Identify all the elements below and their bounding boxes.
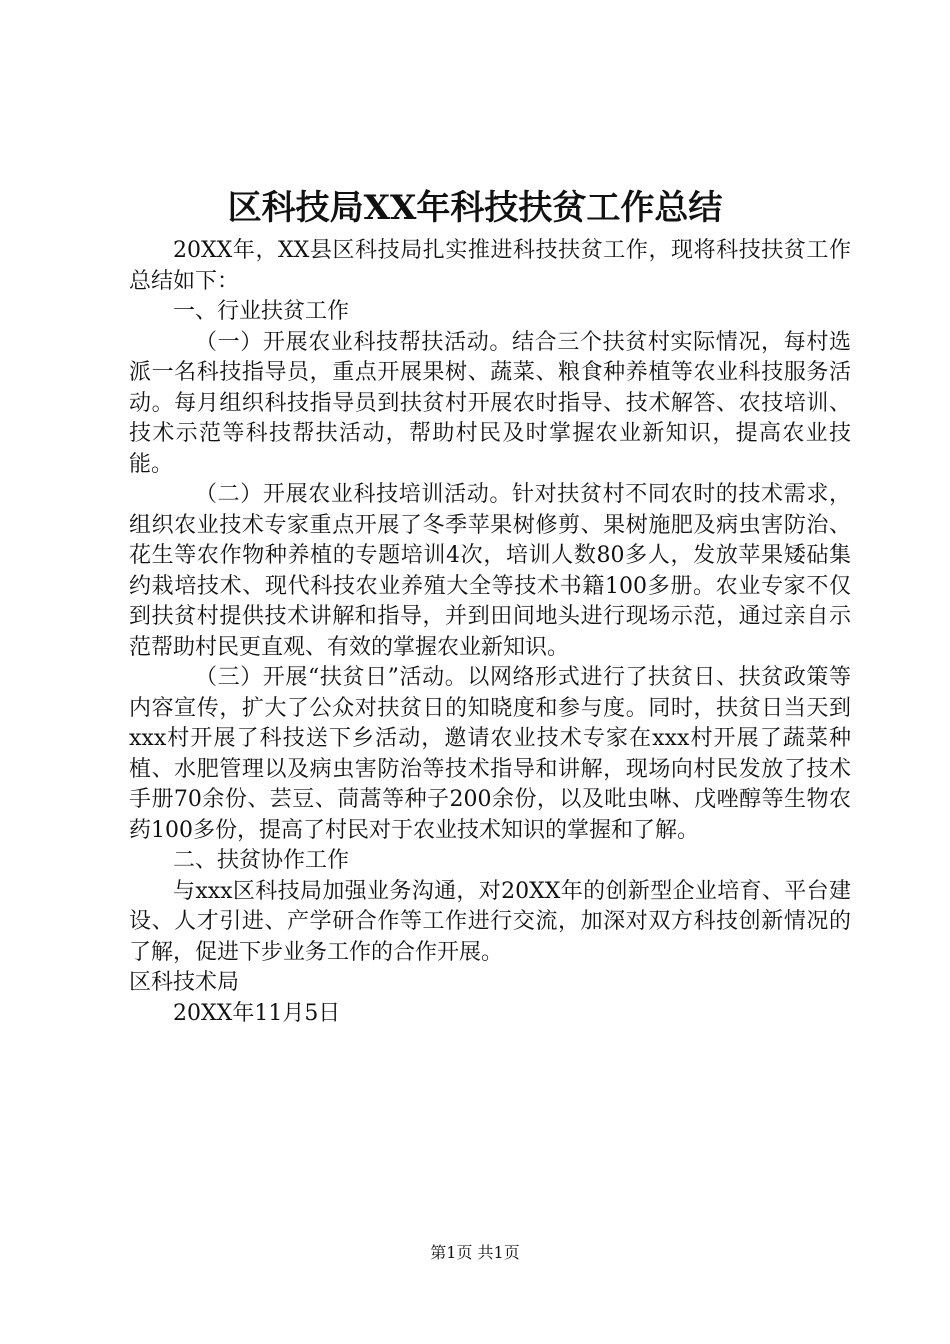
signature-organization: 区科技术局 [129,970,240,995]
subsection-paragraph-2: （二）开展农业科技培训活动。针对扶贫村不同农时的技术需求，组织农业技术专家重点开展了冬季苹果树修剪、果树施肥及病虫害防治、花生等农作物种养植的专题培训4次，培训人数80多人，发放苹果矮砧集约栽培技术、现代科技农业养殖大全等技术书籍100多册。农业专家不仅到扶贫村提供技术讲解和指导，并到田间地头进行现场示范，通过亲自示范帮助村民更直观、有效的掌握农业新知识。 [129,482,851,660]
section-heading-industry-poverty: 一、行业扶贫工作 [173,299,350,324]
cooperation-paragraph: 与xxx区科技局加强业务沟通，对20XX年的创新型企业培育、平台建设、人才引进、产学研合作等工作进行交流，加深对双方科技创新情况的了解，促进下步业务工作的合作开展。 [129,878,851,965]
document-body [129,236,851,1029]
page-footer: 第1页 共1页 [430,1243,520,1262]
section-heading-cooperation: 二、扶贫协作工作 [173,848,350,873]
subsection-paragraph-3: （三）开展“扶贫日”活动。以网络形式进行了扶贫日、扶贫政策等内容宣传，扩大了公众对扶贫日的知晓度和参与度。同时，扶贫日当天到xxx村开展了科技送下乡活动，邀请农业技术专家在xxx村开展了蔬菜种植、水肥管理以及病虫害防治等技术指导和讲解，现场向村民发放了技术手册70余份、芸豆、茼蒿等种子200余份，以及吡虫啉、戊唑醇等生物农药100多份，提高了村民对于农业技术知识的掌握和了解。 [129,665,851,843]
signature-date: 20XX年11月5日 [173,1000,341,1026]
intro-paragraph: 20XX年，XX县区科技局扎实推进科技扶贫工作，现将科技扶贫工作总结如下： [129,238,851,294]
subsection-paragraph-1: （一）开展农业科技帮扶活动。结合三个扶贫村实际情况，每村选派一名科技指导员，重点开展果树、蔬菜、粮食种养植等农业科技服务活动。每月组织科技指导员到扶贫村开展农时指导、技术解答、农技培训、技术示范等科技帮扶活动，帮助村民及时掌握农业新知识，提高农业技能。 [129,329,851,477]
document-title: 区科技局XX年科技扶贫工作总结 [227,188,723,228]
